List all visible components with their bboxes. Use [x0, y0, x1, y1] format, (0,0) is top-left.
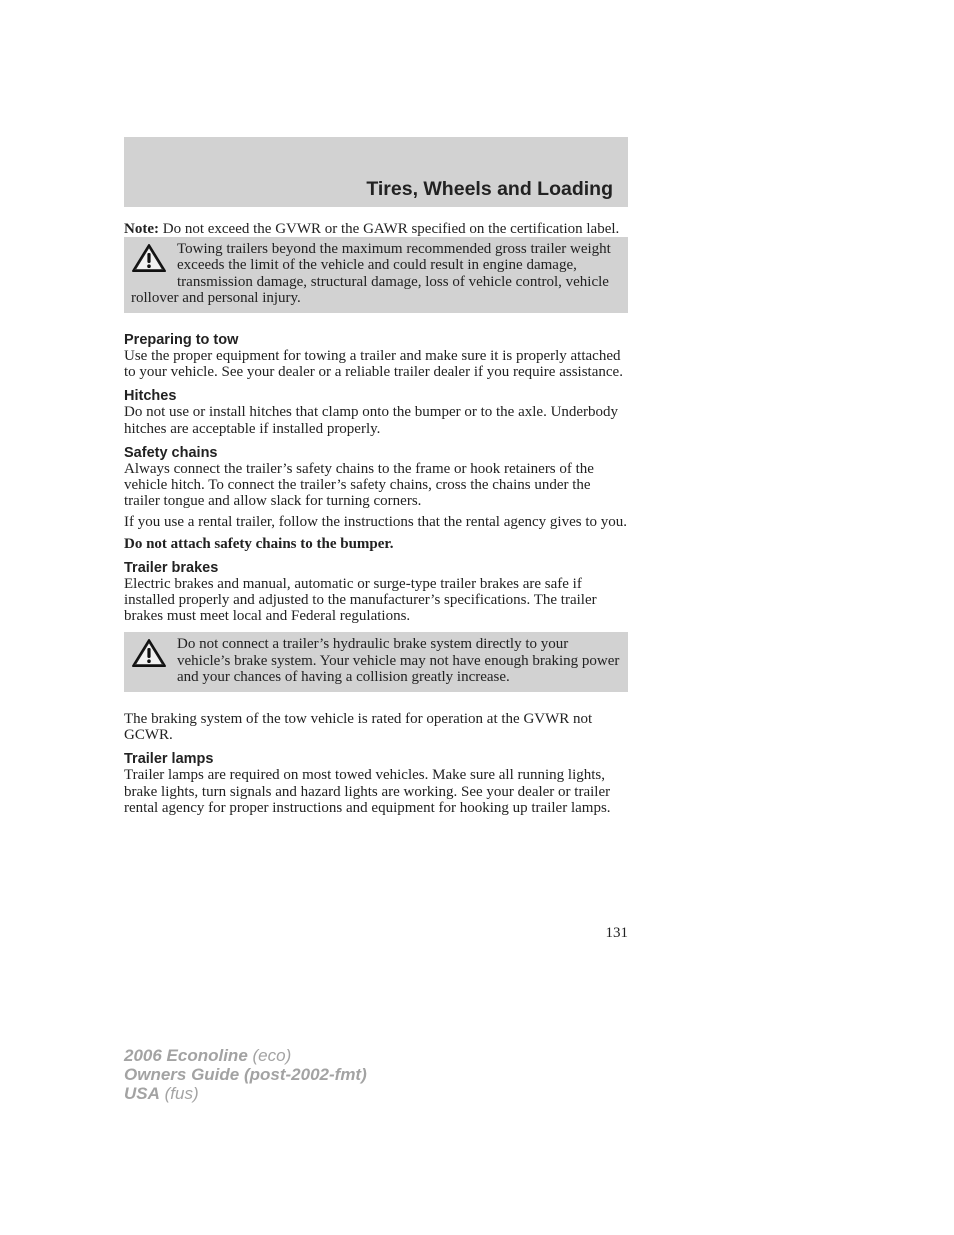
footer-line-guide: Owners Guide (post-2002-fmt)	[124, 1065, 367, 1084]
heading-trailer-brakes: Trailer brakes	[124, 559, 219, 576]
note-label: Note:	[124, 221, 159, 237]
warning-text: Towing trailers beyond the maximum recommended gross trailer weight exceeds the limit of the vehicle and could result in engine damage, transmission damage, structural damage, loss of vehicle control, vehicle rollover and personal injury.	[131, 241, 611, 306]
warning-triangle-icon	[131, 243, 167, 275]
page-body	[124, 221, 628, 816]
paragraph-safety-chains-2: If you use a rental trailer, follow the instructions that the rental agency gives to you.	[124, 514, 627, 531]
heading-preparing-to-tow: Preparing to tow	[124, 332, 239, 349]
heading-trailer-lamps: Trailer lamps	[124, 751, 214, 768]
footer-line-market: USA (fus)	[124, 1084, 199, 1103]
footer-line-model: 2006 Econoline (eco)	[124, 1046, 292, 1065]
paragraph-safety-chains-warning: Do not attach safety chains to the bumper.	[124, 535, 394, 552]
paragraph-trailer-lamps: Trailer lamps are required on most towed vehicles. Make sure all running lights, brake lights, turn signals and hazard lights are working. See your dealer or trailer rental agency for proper instructions and equipment for hooking up trailer lamps.	[124, 767, 611, 816]
paragraph-preparing: Use the proper equipment for towing a trailer and make sure it is properly attached to your vehicle. See your dealer or a reliable trailer dealer if you require assistance.	[124, 348, 623, 381]
paragraph-trailer-brakes-1: Electric brakes and manual, automatic or surge-type trailer brakes are safe if installed properly and adjusted to the manufacturer’s specifications. The trailer brakes must meet local and Federal regulations.	[124, 575, 597, 625]
document-footer	[124, 1046, 367, 1103]
paragraph-trailer-brakes-2: The braking system of the tow vehicle is rated for operation at the GVWR not GCWR.	[124, 711, 593, 744]
heading-safety-chains: Safety chains	[124, 444, 218, 461]
paragraph-hitches: Do not use or install hitches that clamp onto the bumper or to the axle. Underbody hitches are acceptable if installed properly.	[124, 404, 619, 437]
note-paragraph	[124, 221, 628, 237]
section-header-band	[124, 137, 628, 207]
warning-box-brakes	[124, 632, 628, 692]
warning-box-towing	[124, 237, 628, 313]
warning-text: Do not connect a trailer’s hydraulic brake system directly to your vehicle’s brake system. Your vehicle may not have enough braking power and your chances of having a collision greatly increase.	[177, 636, 620, 685]
page-number: 131	[605, 925, 628, 941]
section-title: Tires, Wheels and Loading	[366, 178, 613, 200]
warning-triangle-icon	[131, 638, 167, 670]
paragraph-safety-chains-1: Always connect the trailer’s safety chains to the frame or hook retainers of the vehicle hitch. To connect the trailer’s safety chains, cross the chains under the trailer tongue and allow slack for turning corners.	[124, 460, 594, 510]
note-text: Do not exceed the GVWR or the GAWR specified on the certification label.	[158, 221, 620, 237]
heading-hitches: Hitches	[124, 388, 177, 405]
